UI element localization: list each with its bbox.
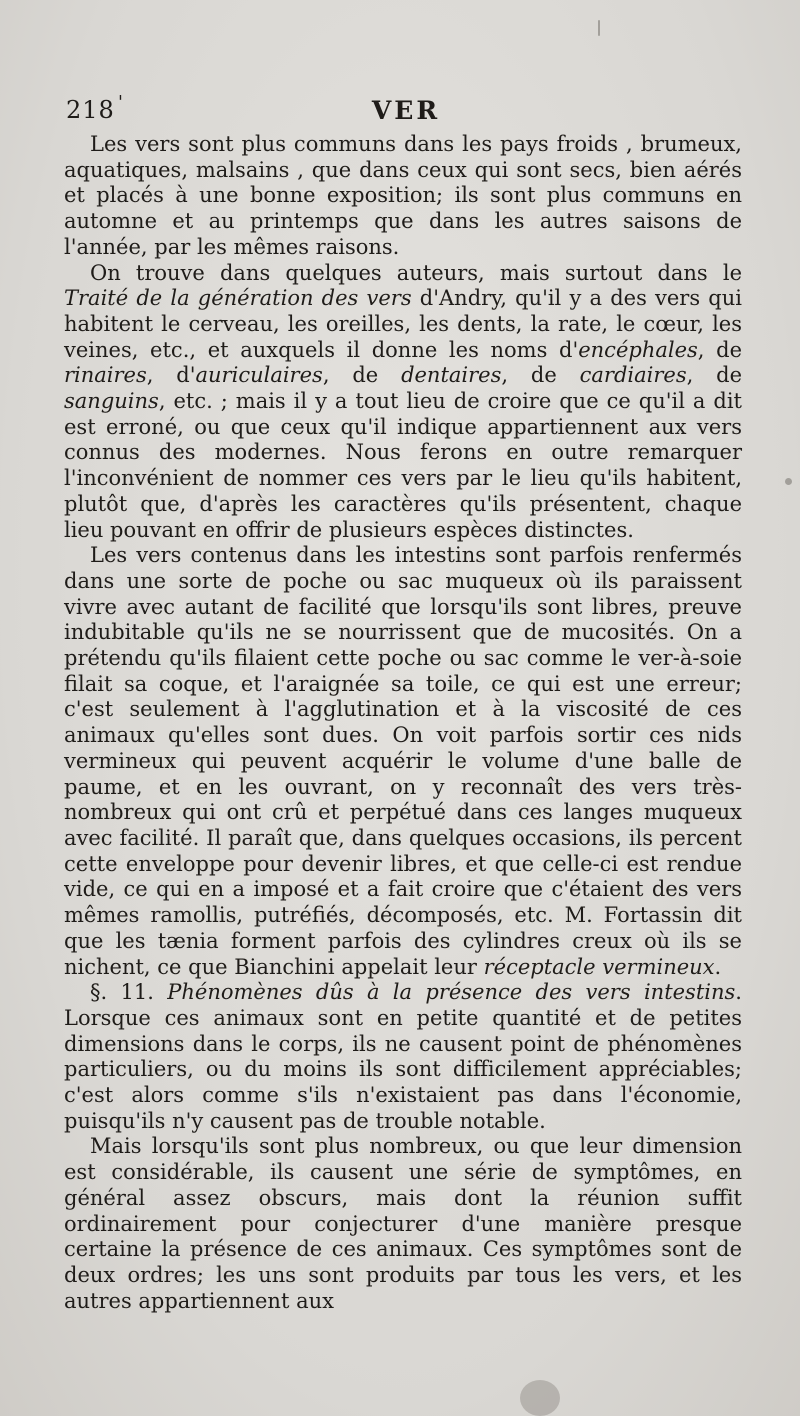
paragraph-3 xyxy=(64,543,742,980)
body-text xyxy=(64,132,742,1314)
thumb-smudge xyxy=(520,1380,560,1416)
text-run: , de xyxy=(697,337,742,362)
paragraph-4 xyxy=(64,980,742,1134)
italic-run: sanguins xyxy=(64,389,159,414)
italic-run: Traité de la génération des vers xyxy=(64,286,412,311)
text-run: Les vers contenus dans les intestins sont parfois renfermés dans une sorte de poche ou sac muqueux où ils paraissent vivre avec autant de facilité que lorsqu'ils sont libres, preuve indubitable qu'ils ne se nourrissent que de mucosités. On a prétendu qu'ils filaient cette poche ou sac comme le ver-à-soie filait sa coque, et l'araignée sa toile, ce qui est une erreur; c'est seulement à l'agglutination et à la viscosité de ces animaux qu'elles sont dues. On voit parfois sortir ces nids vermineux qui peuvent acquérir le volume d'une balle de paume, et en les ouvrant, on y reconnaît des vers très-nombreux qui ont crû et perpétué dans ces langes muqueux avec facilité. Il paraît que, dans quelques occasions, ils percent cette enveloppe pour devenir libres, et que celle-ci est rendue vide, ce qui en a imposé et a fait croire que c'étaient des vers mêmes ramollis, putréfiés, décomposés, etc. M. Fortassin dit que les tænia forment parfois des cylindres creux où ils se nichent, ce que Bianchini appelait leur xyxy=(64,543,742,979)
text-run: , etc. ; mais il y a tout lieu de croire que ce qu'il a dit est erroné, ou que ceux qu'il indique appartiennent aux vers connus des modernes. Nous ferons en outre remarquer l'inconvénient de nommer ces vers par le lieu qu'ils habitent, plutôt que, d'après les caractères qu'ils présentent, chaque lieu pouvant en offrir de plusieurs espèces distinctes. xyxy=(64,389,742,542)
italic-run: réceptacle vermineux xyxy=(483,954,715,979)
italic-run: rinaires xyxy=(64,363,147,388)
text-run: §. 11. xyxy=(90,980,168,1005)
paragraph-2 xyxy=(64,261,742,544)
italic-run: Phénomènes dûs à la présence des vers intestins xyxy=(167,980,736,1005)
text-run: , d' xyxy=(146,363,196,388)
text-run: d'Andry, qu'il y a des vers qui habitent le cerveau, les oreilles, les dents, la rate, le cœur, les veines, etc., et auxquels il donne les noms d' xyxy=(64,286,742,362)
text-run: Mais lorsqu'ils sont plus nombreux, ou que leur dimension est considérable, ils causent une série de symptômes, en général assez obscurs, mais dont la réunion suffit ordinairement pour conjecturer d'une manière presque certaine la présence de ces animaux. Ces symptômes sont de deux ordres; les uns sont produits par tous les vers, et les autres appartiennent aux xyxy=(64,1134,742,1313)
italic-run: cardiaires xyxy=(579,363,687,388)
italic-run: encéphales xyxy=(578,337,698,362)
running-head xyxy=(66,92,746,130)
paper-mark xyxy=(598,20,600,36)
paragraph-5 xyxy=(64,1134,742,1314)
page-number-mark: ' xyxy=(118,92,123,113)
paragraph-1 xyxy=(64,132,742,261)
italic-run: auriculaires xyxy=(195,363,323,388)
italic-run: dentaires xyxy=(401,363,502,388)
text-run: . Lorsque ces animaux sont en petite quantité et de petites dimensions dans le corps, ils ne causent point de phénomènes particuliers, ou du moins ils sont difficilement appréciables; c'est alors comme s'ils n'existaient pas dans l'économie, puisqu'ils n'y causent pas de trouble notable. xyxy=(64,980,742,1133)
text-run: On trouve dans quelques auteurs, mais surtout dans le xyxy=(90,260,742,285)
text-run: , de xyxy=(322,363,402,388)
text-run: , de xyxy=(501,363,580,388)
text-run: Les vers sont plus communs dans les pays froids , brumeux, aquatiques, malsains , que dans ceux qui sont secs, bien aérés et placés à une bonne exposition; ils sont plus communs en automne et au printemps que dans les autres saisons de l'année, par les mêmes raisons. xyxy=(64,132,742,259)
text-run: . xyxy=(714,954,722,979)
paper-speck xyxy=(785,478,792,485)
page-number: 218 xyxy=(66,96,115,124)
text-run: , de xyxy=(686,363,742,388)
running-title: VER xyxy=(371,96,441,125)
